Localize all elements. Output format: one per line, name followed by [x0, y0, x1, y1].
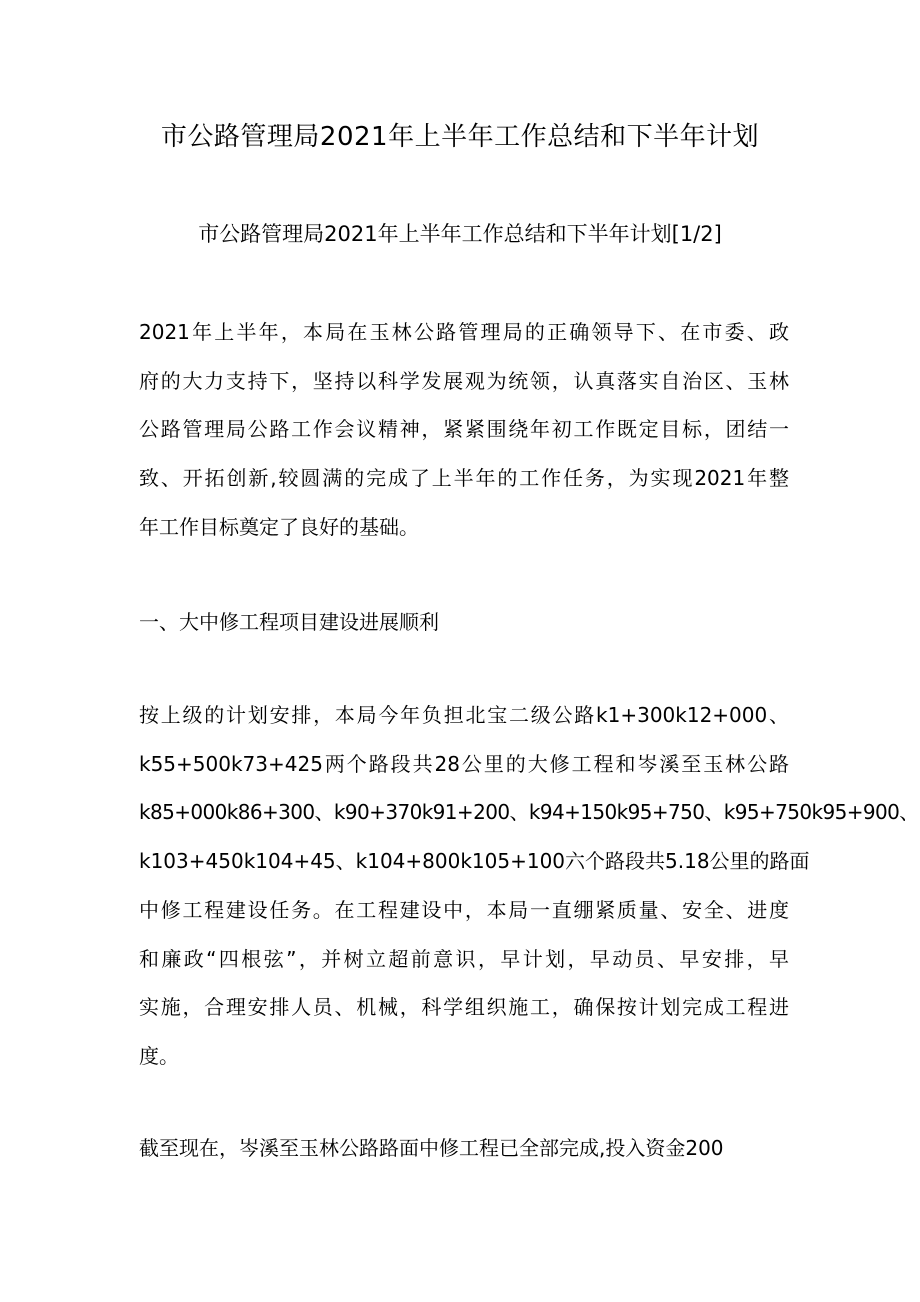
paragraph-line: 截至现在，岑溪至玉林公路路面中修工程已全部完成,投入资金200: [139, 1136, 724, 1160]
section-heading-text: 一、大中修工程项目建设进展顺利: [139, 610, 439, 634]
document-subtitle: 市公路管理局2021年上半年工作总结和下半年计划[1/2]: [198, 222, 722, 246]
document-title: 市公路管理局2021年上半年工作总结和下半年计划: [160, 122, 760, 152]
paragraph-line: 和廉政“四根弦”，并树立超前意识，早计划，早动员、早安排，早: [139, 946, 789, 971]
paragraph-line: 府的大力支持下，坚持以科学发展观为统领，认真落实自治区、玉林: [139, 368, 789, 393]
paragraph-line: k55+500k73+425两个路段共28公里的大修工程和岑溪至玉林公路: [139, 751, 789, 776]
paragraph-line: 度。: [139, 1043, 179, 1068]
paragraph-line: 按上级的计划安排，本局今年负担北宝二级公路k1+300k12+000、: [139, 703, 789, 727]
paragraph-line: 公路管理局公路工作会议精神，紧紧围绕年初工作既定目标，团结一: [139, 417, 789, 442]
paragraph-line: 年工作目标奠定了良好的基础。: [139, 514, 419, 539]
paragraph-progress: [139, 1124, 789, 1173]
paragraph-line: k85+000k86+300、k90+370k91+200、k94+150k95+750、k95+750k95+900、: [139, 800, 919, 825]
paragraph-intro: [139, 308, 789, 552]
section-heading: [139, 598, 789, 647]
paragraph-projects: [139, 691, 919, 1081]
paragraph-line: 致、开拓创新,较圆满的完成了上半年的工作任务，为实现2021年整: [139, 466, 789, 491]
paragraph-line: k103+450k104+45、k104+800k105+100六个路段共5.18公里的路面: [139, 849, 810, 874]
paragraph-line: 实施，合理安排人员、机械，科学组织施工，确保按计划完成工程进: [139, 995, 789, 1020]
paragraph-line: 2021年上半年，本局在玉林公路管理局的正确领导下、在市委、政: [139, 320, 789, 344]
paragraph-line: 中修工程建设任务。在工程建设中，本局一直绷紧质量、安全、进度: [139, 897, 789, 922]
